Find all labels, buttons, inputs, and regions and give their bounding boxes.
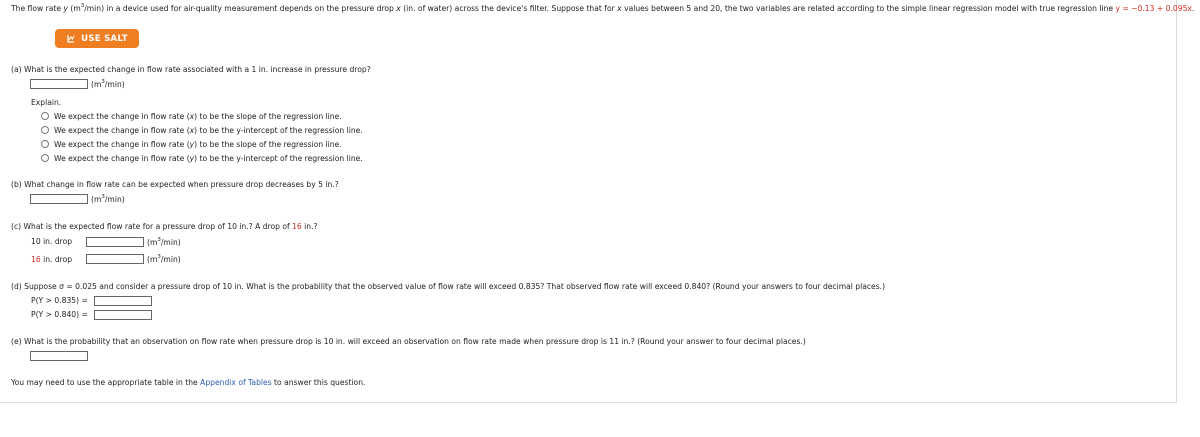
unit-label: $(m^3/\min)$ [147, 254, 181, 264]
appendix-link[interactable]: Appendix of Tables [200, 378, 272, 387]
part-d-label-2: P(Y > 0.840) = [31, 310, 88, 319]
var-y: y [63, 4, 68, 13]
part-b-answer-input[interactable] [30, 194, 88, 204]
radio-icon[interactable] [41, 112, 49, 120]
option-radio-2[interactable]: We expect the change in flow rate (x) to be the y-intercept of the regression line. [41, 126, 363, 136]
part-c-10in-input[interactable] [86, 237, 144, 247]
use-salt-button[interactable]: USE SALT [55, 29, 139, 48]
option-radio-3[interactable]: We expect the change in flow rate (y) to be the slope of the regression line. [41, 140, 342, 150]
part-d-answer-2-input[interactable] [94, 310, 152, 320]
part-c-question: (c) What is the expected flow rate for a pressure drop of 10 in.? A drop of 16 in.? [11, 222, 318, 231]
explain-label: Explain. [31, 98, 62, 107]
radio-icon[interactable] [41, 126, 49, 134]
part-e-answer-input[interactable] [30, 351, 88, 361]
part-d-question: (d) Suppose σ = 0.025 and consider a pressure drop of 10 in. What is the probability that the observed value of flow rate will exceed 0.835? That observed flow rate will exceed 0.840? (Round your answers to four decimal places.) [11, 282, 886, 291]
unit-label: $(m^3/\min)$ [91, 194, 125, 204]
footer-note: You may need to use the appropriate table in the Appendix of Tables to answer this question. [11, 378, 366, 387]
part-d-answer-1-input[interactable] [94, 296, 152, 306]
unit-label: $(m^3/\min)$ [91, 79, 125, 89]
part-b-question: (b) What change in flow rate can be expected when pressure drop decreases by 5 in.? [11, 180, 339, 189]
problem-intro: The flow rate y $(m^3/\min)$ in a device used for air-quality measurement depends on the pressure drop x (in. of water) across the device's filter. Suppose that for x values between 5 and 20, the two variables are related according to the simple linear regression model with true regression line y = −0.13 + 0.095x. [11, 3, 1195, 13]
part-c-row2-label: 16 in. drop [31, 255, 73, 264]
part-c-row1-label: 10 in. drop [31, 237, 73, 246]
radio-icon[interactable] [41, 140, 49, 148]
option-radio-4[interactable]: We expect the change in flow rate (y) to be the y-intercept of the regression line. [41, 154, 363, 164]
option-radio-1[interactable]: We expect the change in flow rate (x) to be the slope of the regression line. [41, 112, 342, 122]
radio-icon[interactable] [41, 154, 49, 162]
regression-equation: y = −0.13 + 0.095x [1115, 4, 1192, 13]
intro-text: The flow rate [11, 4, 64, 13]
salt-calculator-icon [66, 34, 76, 44]
unit-label: $(m^3/\min)$ [147, 237, 181, 247]
part-d-label-1: P(Y > 0.835) = [31, 296, 88, 305]
part-a-question: (a) What is the expected change in flow rate associated with a 1 in. increase in pressure drop? [11, 65, 371, 74]
part-a-answer-input[interactable] [30, 79, 88, 89]
part-c-16in-input[interactable] [86, 254, 144, 264]
part-e-question: (e) What is the probability that an observation on flow rate when pressure drop is 10 in. will exceed an observation on flow rate made when pressure drop is 11 in.? (Round your answer to four decimal places.) [11, 337, 806, 346]
